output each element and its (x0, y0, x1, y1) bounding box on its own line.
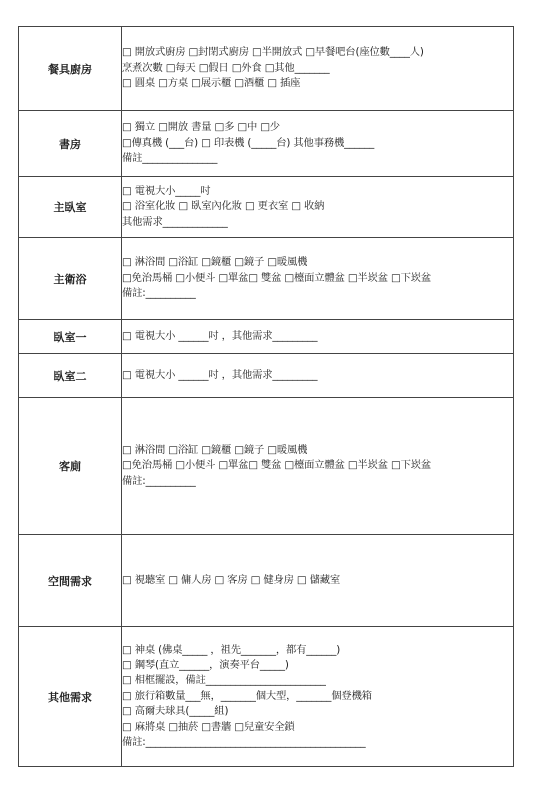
other-needs-label: 其他需求 (19, 627, 122, 767)
bedroom1-line-1: □ 電視大小 ______吋 ，其他需求_________ (122, 329, 318, 342)
master-bedroom-options[interactable] (122, 177, 514, 238)
guest-bath-label: 客廁 (19, 398, 122, 535)
bedroom2-label: 臥室二 (19, 354, 122, 398)
other-needs-line-4: □ 旅行箱數量___無，_______個大型，_______個登機箱 (122, 689, 372, 702)
bedroom1-label: 臥室一 (19, 320, 122, 354)
master-bath-label: 主衛浴 (19, 238, 122, 320)
study-row (19, 111, 514, 177)
bedroom1-row (19, 320, 514, 354)
other-needs-line-7: 備註:____________________________________________ (122, 736, 366, 749)
master-bedroom-label: 主臥室 (19, 177, 122, 238)
kitchen-options[interactable] (122, 27, 514, 111)
study-label: 書房 (19, 111, 122, 177)
space-needs-options[interactable] (122, 535, 514, 627)
master-bath-row (19, 238, 514, 320)
master-bath-line-2: □免治馬桶 □小便斗 □單盆□ 雙盆 □檯面立體盆 □半崁盆 □下崁盆 (122, 271, 432, 284)
space-needs-row (19, 535, 514, 627)
master-bedroom-row (19, 177, 514, 238)
guest-bath-row (19, 398, 514, 535)
kitchen-label: 餐具廚房 (19, 27, 122, 111)
guest-bath-line-2: □免治馬桶 □小便斗 □單盆□ 雙盆 □檯面立體盆 □半崁盆 □下崁盆 (122, 459, 432, 472)
master-bedroom-line-2: □ 浴室化妝 □ 臥室內化妝 □ 更衣室 □ 收納 (122, 200, 325, 213)
other-needs-line-5: □ 高爾夫球具(_____組) (122, 705, 229, 718)
kitchen-line-1: □ 開放式廚房 □封閉式廚房 □半開放式 □早餐吧台(座位數____人) (122, 46, 424, 59)
study-options[interactable] (122, 111, 514, 177)
bedroom2-row (19, 354, 514, 398)
master-bedroom-line-1: □ 電視大小_____吋 (122, 184, 211, 197)
study-line-2: □傳真機 (___台) □ 印表機 (_____台) 其他事務機______ (122, 136, 375, 149)
guest-bath-options[interactable] (122, 398, 514, 535)
master-bath-line-3: 備註:__________ (122, 287, 196, 300)
requirements-form-table (18, 26, 514, 767)
bedroom2-options[interactable] (122, 354, 514, 398)
master-bath-options[interactable] (122, 238, 514, 320)
study-line-1: □ 獨立 □開放 書量 □多 □中 □少 (122, 121, 280, 134)
bedroom1-options[interactable] (122, 320, 514, 354)
other-needs-options[interactable] (122, 627, 514, 767)
master-bath-line-1: □ 淋浴間 □浴缸 □鏡櫃 □鏡子 □暖風機 (122, 256, 308, 269)
other-needs-row (19, 627, 514, 767)
other-needs-line-2: □ 鋼琴(直立______，演奏平台_____) (122, 658, 289, 671)
study-line-3: 備註_______________ (122, 152, 218, 165)
space-needs-line-1: □ 視聽室 □ 傭人房 □ 客房 □ 健身房 □ 儲藏室 (122, 573, 341, 586)
kitchen-line-3: □ 圓桌 □方桌 □展示櫃 □酒櫃 □ 插座 (122, 77, 301, 90)
space-needs-label: 空間需求 (19, 535, 122, 627)
master-bedroom-line-3: 其他需求_____________ (122, 215, 228, 228)
bedroom2-line-1: □ 電視大小 ______吋 ，其他需求_________ (122, 368, 318, 381)
other-needs-line-6: □ 麻將桌 □抽菸 □書牆 □兒童安全鎖 (122, 720, 295, 733)
kitchen-line-2: 烹煮次數 □每天 □假日 □外食 □其他_______ (122, 61, 330, 74)
guest-bath-line-3: 備註:__________ (122, 474, 196, 487)
kitchen-row (19, 27, 514, 111)
guest-bath-line-1: □ 淋浴間 □浴缸 □鏡櫃 □鏡子 □暖風機 (122, 443, 308, 456)
other-needs-line-3: □ 相框擺設，備註________________________ (122, 674, 326, 687)
other-needs-line-1: □ 神桌 (佛桌_____ ，祖先_______，都有______) (122, 643, 341, 656)
